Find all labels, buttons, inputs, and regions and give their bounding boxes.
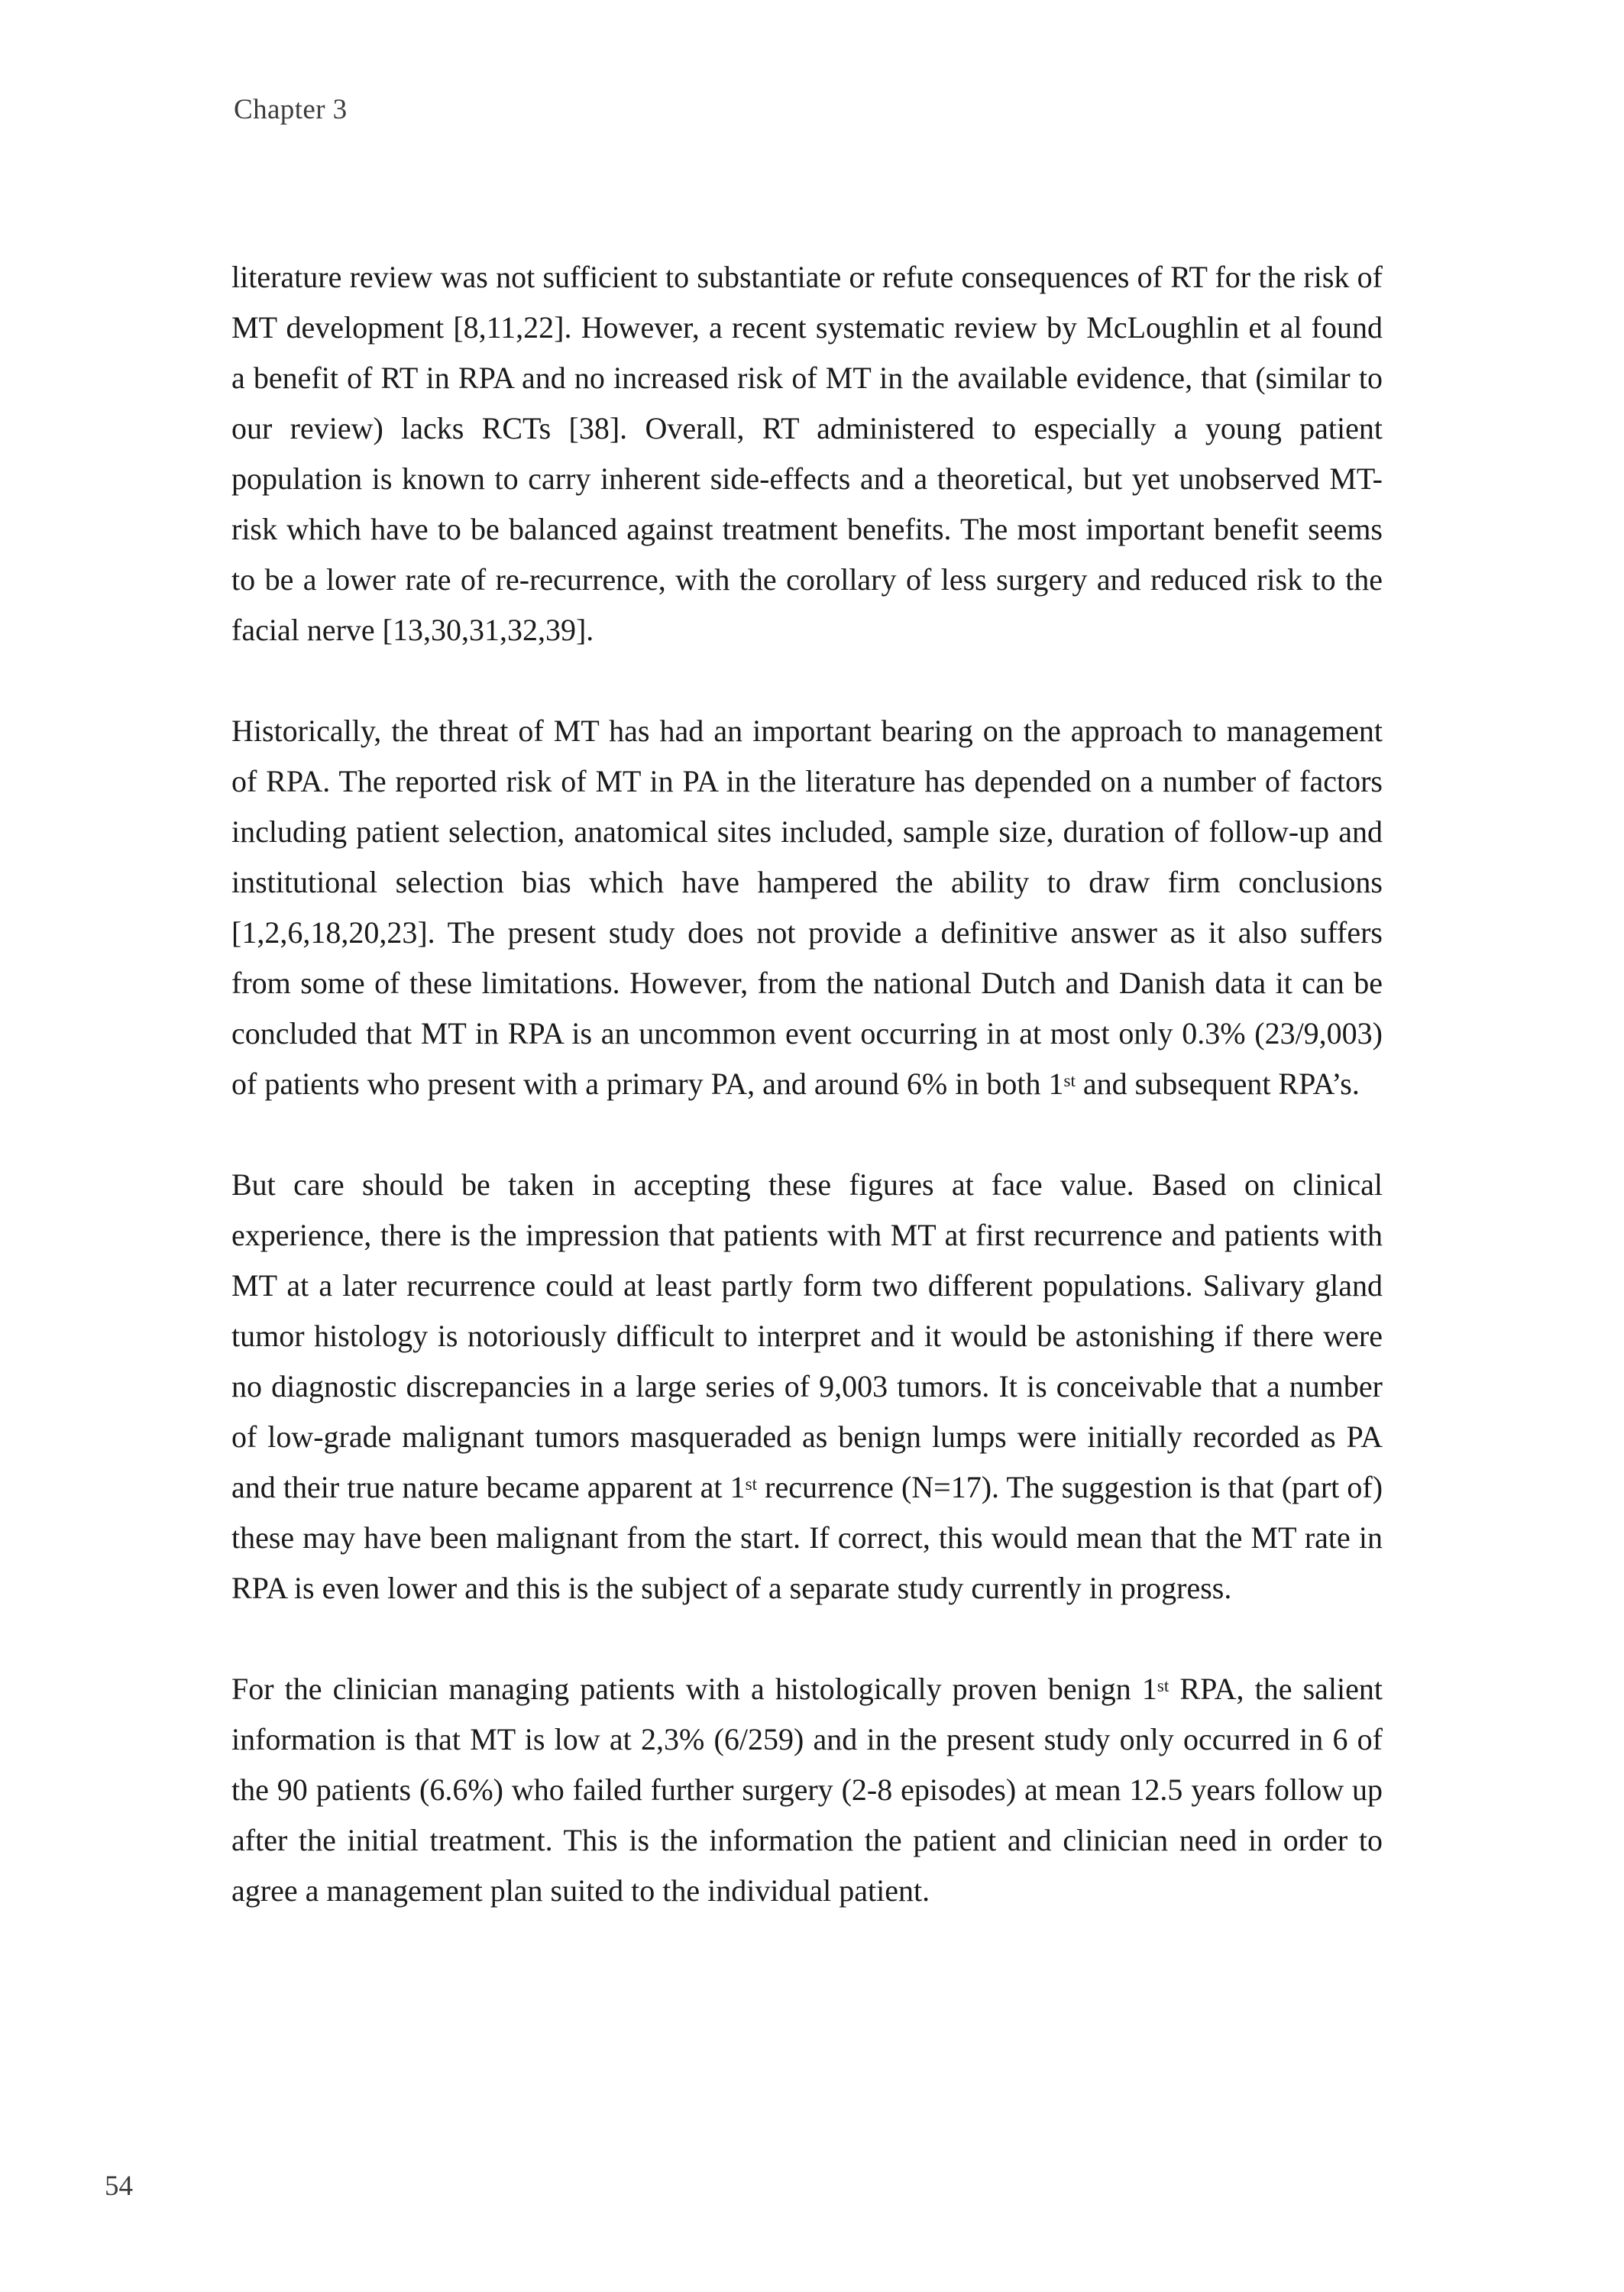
paragraph: But care should be taken in accepting these figures at face value. Based on clinical experience, there is the impression that patients with MT at first recurrence and patients with MT at a later recurrence could at least partly form two different populations. Salivary gland tumor histology is notoriously difficult to interpret and it would be astonishing if there were no diagnostic discrepancies in a large series of 9,003 tumors. It is conceivable that a number of low-grade malignant tumors masqueraded as benign lumps were initially recorded as PA and their true nature became apparent at 1st recurrence (N=17). The suggestion is that (part of) these may have been malignant from the start. If correct, this would mean that the MT rate in RPA is even lower and this is the subject of a separate study currently in progress. (231, 1167, 1383, 1605)
paragraph: For the clinician managing patients with a histologically proven benign 1st RPA, the salient information is that MT is low at 2,3% (6/259) and in the present study only occurred in 6 of the 90 patients (6.6%) who failed further surgery (2-8 episodes) at mean 12.5 years follow up after the initial treatment. This is the information the patient and clinician need in order to agree a management plan suited to the individual patient. (231, 1672, 1383, 1908)
paragraph: Historically, the threat of MT has had an important bearing on the approach to management of RPA. The reported risk of MT in PA in the literature has depended on a number of factors including patient selection, anatomical sites included, sample size, duration of follow-up and institutional selection bias which have hampered the ability to draw firm conclusions [1,2,6,18,20,23]. The present study does not provide a definitive answer as it also suffers from some of these limitations. However, from the national Dutch and Danish data it can be concluded that MT in RPA is an uncommon event occurring in at most only 0.3% (23/9,003) of patients who present with a primary PA, and around 6% in both 1st and subsequent RPA’s. (231, 714, 1383, 1101)
page-number: 54 (105, 2171, 133, 2202)
paragraph: literature review was not sufficient to substantiate or refute consequences of RT for the risk of MT development [8,11,22]. However, a recent systematic review by McLoughlin et al found a benefit of RT in RPA and no increased risk of MT in the available evidence, that (similar to our review) lacks RCTs [38]. Overall, RT administered to especially a young patient population is known to carry inherent side-effects and a theoretical, but yet unobserved MT-risk which have to be balanced against treatment benefits. The most important benefit seems to be a lower rate of re-recurrence, with the corollary of less surgery and reduced risk to the facial nerve [13,30,31,32,39]. (231, 260, 1383, 647)
running-header: Chapter 3 (234, 94, 348, 125)
body-text (231, 252, 1383, 1967)
